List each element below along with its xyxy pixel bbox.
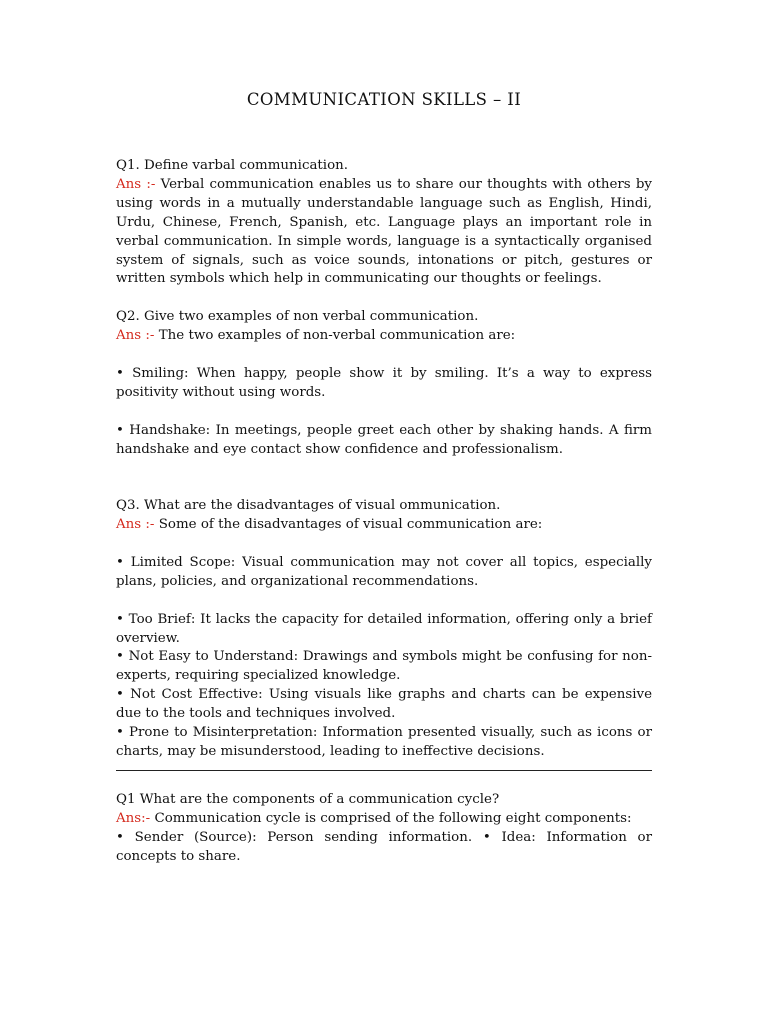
answer-label: Ans :- [116,517,155,533]
question-4: Q1 What are the components of a communication cycle? [116,791,500,807]
bullet-item: • Smiling: When happy, people show it by smiling. It’s a way to express positivity without using words. [116,365,652,400]
answer-label: Ans:- [116,810,151,826]
answer-text: Verbal communication enables us to share our thoughts with others by using words in a mutually understandable language such as English, Hindi, Urdu, Chinese, French, Spanish, etc. Language plays an important role in verbal communication. In simple words, language is a syntactically organised system of signals, such as voice sounds, intonations or pitch, gestures or written symbols which help in communicating our thoughts or feelings. [116,176,652,287]
page-title: COMMUNICATION SKILLS – II [246,90,522,109]
bullet-item: • Limited Scope: Visual communication may not cover all topics, especially plans, policies, and organizational recommendations. [116,554,652,589]
answer-text: Some of the disadvantages of visual communication are: [158,517,543,533]
answer-4 [116,810,652,829]
question-1: Q1. Define varbal communication. [116,158,349,173]
bullet-item: • Sender (Source): Person sending information. • Idea: Information or concepts to share. [116,829,652,864]
bullet-item: • Prone to Misinterpretation: Information presented visually, such as icons or charts, may be misunderstood, leading to ineffective decisions. [116,725,652,759]
question-2: Q2. Give two examples of non verbal communication. [116,309,479,325]
bullet-item: • Not Cost Effective: Using visuals like graphs and charts can be expensive due to the tools and techniques involved. [116,687,652,722]
section-divider [116,770,652,771]
bullet-item: • Handshake: In meetings, people greet each other by shaking hands. A firm handshake and eye contact show confidence and professionalism. [116,422,652,457]
bullet-item: • Too Brief: It lacks the capacity for detailed information, offering only a brief overview. [116,611,652,646]
answer-label: Ans :- [116,176,156,192]
bullet-item: • Not Easy to Understand: Drawings and symbols might be confusing for non-experts, requiring specialized knowledge. [116,649,652,684]
answer-text: The two examples of non-verbal communication are: [158,328,516,344]
question-3: Q3. What are the disadvantages of visual ommunication. [116,498,501,514]
answer-text: Communication cycle is comprised of the following eight components: [154,810,632,826]
document-body [116,88,652,867]
answer-2 [116,327,652,346]
answer-1 [116,176,652,289]
answer-label: Ans :- [116,328,155,344]
answer-3 [116,516,652,535]
